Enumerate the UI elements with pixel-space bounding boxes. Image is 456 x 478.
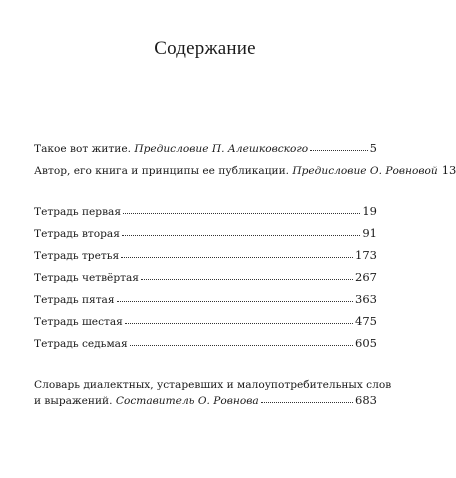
toc-entry-line <box>34 393 377 409</box>
toc-page-number: 605 <box>355 336 377 350</box>
leader-dots <box>122 226 360 236</box>
toc-entry-title: Тетрадь третья <box>34 250 120 262</box>
toc-entry-notebook-2[interactable] <box>34 227 377 241</box>
toc-entry-title: Автор, его книга и принципы ее публикации. <box>34 165 293 177</box>
toc-entry-notebook-5[interactable] <box>34 293 377 307</box>
leader-dots <box>130 336 353 346</box>
toc-entry-notebook-7[interactable] <box>34 337 377 351</box>
leader-dots <box>141 270 353 280</box>
toc-entry-author: Составитель О. Ровнова <box>115 395 259 407</box>
toc-entry-title: Тетрадь первая <box>34 206 122 218</box>
toc-entry-title: Тетрадь седьмая <box>34 338 128 350</box>
leader-dots <box>121 248 353 258</box>
toc-entry-notebook-6[interactable] <box>34 315 377 329</box>
leader-dots <box>123 204 360 214</box>
leader-dots <box>310 141 368 151</box>
leader-dots <box>117 292 353 302</box>
toc-entry-notebook-4[interactable] <box>34 271 377 285</box>
toc-entry-title: Тетрадь четвёртая <box>34 272 139 284</box>
toc-entry-preface-aleshkovsky[interactable] <box>34 142 377 156</box>
toc-page-number: 267 <box>355 270 377 284</box>
toc-entry-preface-rovnova[interactable] <box>34 163 456 178</box>
toc-page-number: 683 <box>355 393 377 407</box>
toc-entry-title: Тетрадь шестая <box>34 316 123 328</box>
toc-page-number: 363 <box>355 292 377 306</box>
toc-entry-notebook-3[interactable] <box>34 249 377 263</box>
toc-entry-title: Тетрадь пятая <box>34 294 115 306</box>
toc-page-number: 13 <box>441 163 456 177</box>
toc-page-number: 19 <box>362 204 377 218</box>
page-title: Содержание <box>154 38 256 59</box>
toc-entry-title: Такое вот житие. <box>34 143 135 155</box>
toc-page-number: 173 <box>355 248 377 262</box>
toc-entry-title: Тетрадь вторая <box>34 228 120 240</box>
toc-page-number: 5 <box>369 141 377 155</box>
leader-dots <box>261 393 353 403</box>
toc-entry-title: Словарь диалектных, устаревших и малоупотребительных слов <box>34 379 392 391</box>
toc-entry-author: Предисловие П. Алешковского <box>134 143 309 155</box>
toc-page-number: 91 <box>362 226 377 240</box>
leader-dots <box>125 314 353 324</box>
toc-entry-glossary[interactable] <box>34 378 392 409</box>
toc-page-number: 475 <box>355 314 377 328</box>
toc-entry-author: Предисловие О. Ровновой <box>292 165 438 177</box>
toc-entry-notebook-1[interactable] <box>34 205 377 219</box>
toc-entry-line <box>34 378 392 393</box>
toc-entry-title-cont: и выражений. <box>34 395 116 407</box>
